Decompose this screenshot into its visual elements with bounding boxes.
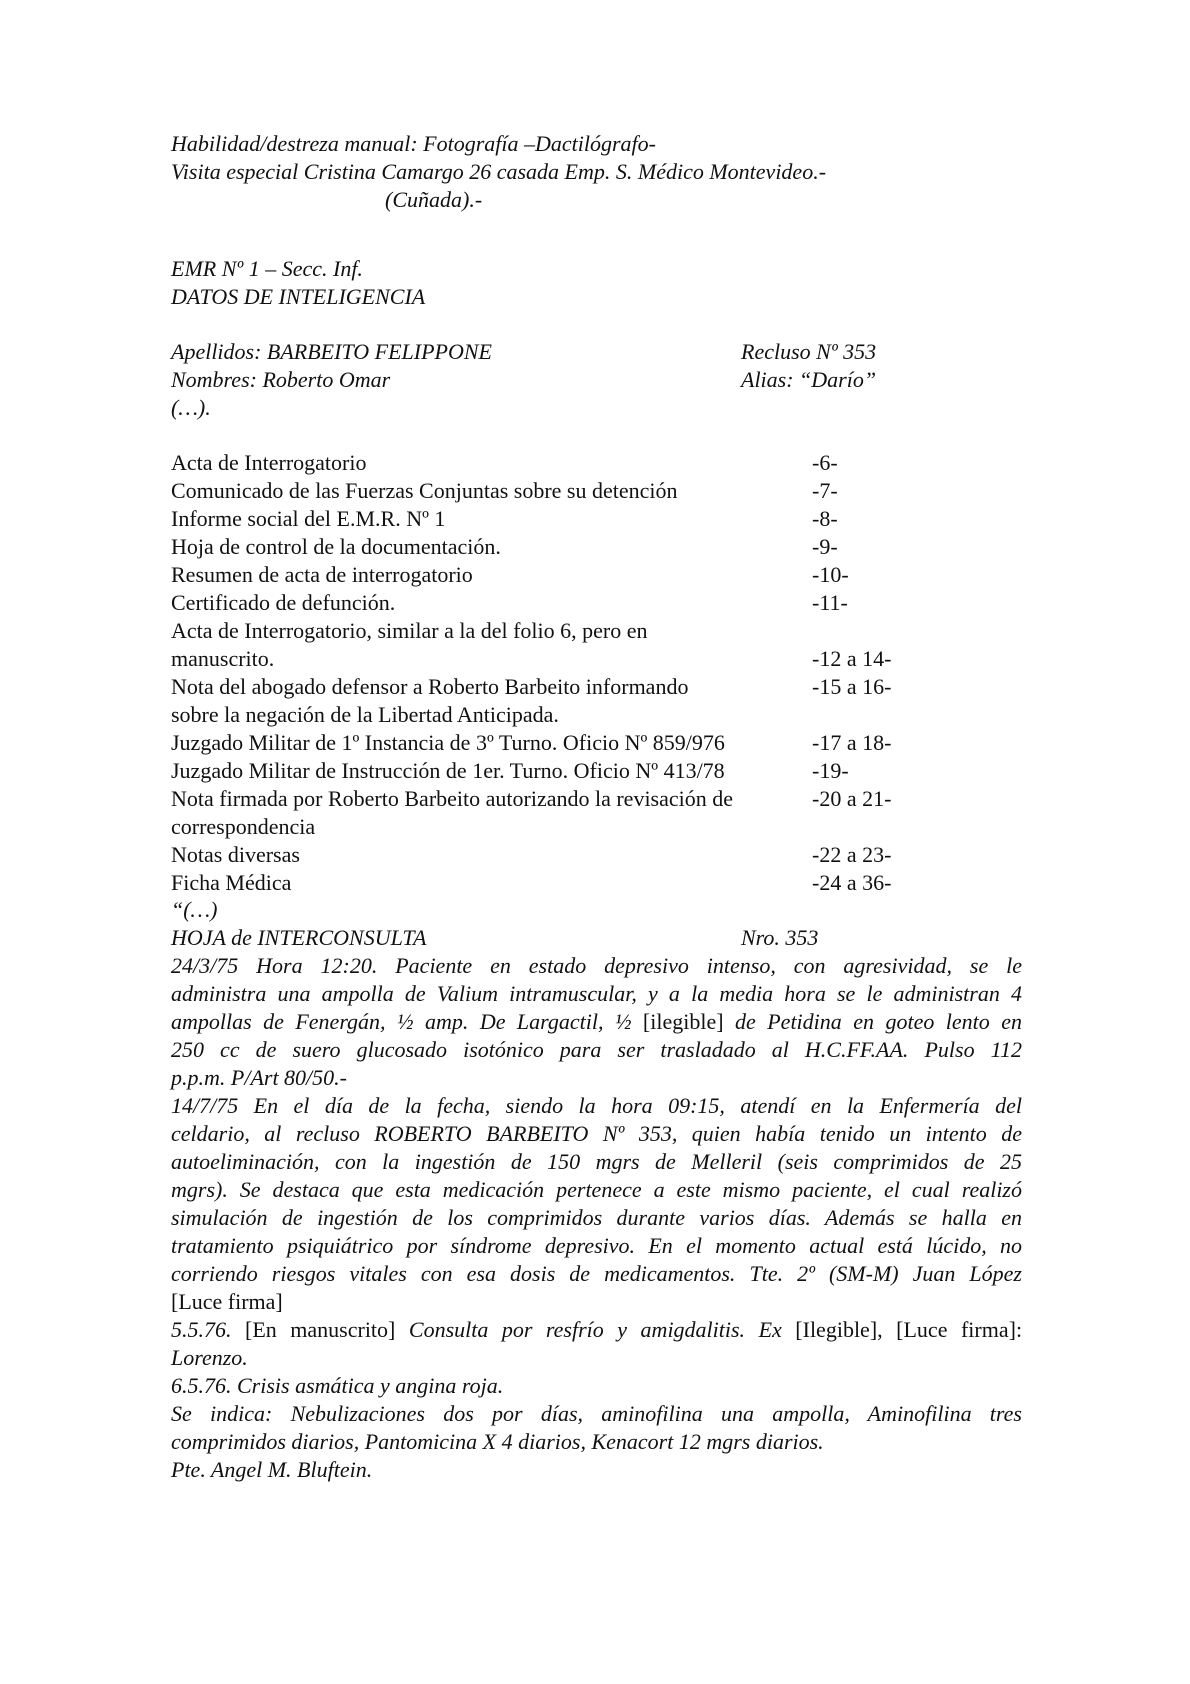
index-folio: -24 a 36- — [812, 870, 892, 895]
handwritten-note: [En manuscrito] — [245, 1317, 396, 1342]
entry-text: de Petidina en goteo lento en — [723, 1009, 1022, 1034]
entry-line: 14/7/75 En el día de la fecha, siendo la hora 09:15, atendí en la Enfermería del — [171, 1093, 1022, 1118]
index-item: Comunicado de las Fuerzas Conjuntas sobre su detención — [171, 478, 678, 503]
entry-1976-05-06: 6.5.76. Crisis asmática y angina roja. — [171, 1373, 504, 1398]
entry-line: tratamiento psiquiátrico por síndrome depresivo. En el momento actual está lúcido, no — [171, 1233, 1022, 1258]
ellipsis: (…). — [171, 395, 211, 420]
entry-line: Se indica: Nebulizaciones dos por días, aminofilina una ampolla, Aminofilina tres — [171, 1401, 1022, 1426]
entry-line: simulación de ingestión de los comprimidos durante varios días. Además se halla en — [171, 1205, 1022, 1230]
index-folio: -11- — [812, 590, 848, 615]
index-item-continued: manuscrito. — [171, 646, 275, 671]
index-folio: -20 a 21- — [812, 786, 892, 811]
index-item: Informe social del E.M.R. Nº 1 — [171, 506, 446, 531]
signature-note: [Luce firma] — [171, 1289, 283, 1314]
index-folio: -17 a 18- — [812, 730, 892, 755]
index-folio: -9- — [812, 534, 838, 559]
doctor-name: Lorenzo. — [171, 1345, 248, 1370]
entry-line: mgrs). Se destaca que esta medicación pertenece a este mismo paciente, el cual realizó — [171, 1177, 1022, 1202]
entry-date: 5.5.76. — [171, 1317, 232, 1342]
prisoner-number: Recluso Nº 353 — [741, 339, 877, 364]
surname-field: Apellidos: BARBEITO FELIPPONE — [171, 339, 492, 364]
entry-text: ampollas de Fenergán, ½ amp. De Largactil, ½ — [171, 1009, 643, 1034]
index-folio: -7- — [812, 478, 838, 503]
entry-line: 24/3/75 Hora 12:20. Paciente en estado depresivo intenso, con agresividad, se le — [171, 953, 1022, 978]
index-folio: -15 a 16- — [812, 674, 892, 699]
index-item: Nota del abogado defensor a Roberto Barbeito informando — [171, 674, 689, 699]
given-names-field: Nombres: Roberto Omar — [171, 367, 391, 392]
entry-line: administra una ampolla de Valium intramuscular, y a la media hora se le administran 4 — [171, 981, 1022, 1006]
index-item-continued: sobre la negación de la Libertad Anticipada. — [171, 702, 559, 727]
index-folio: -12 a 14- — [812, 646, 892, 671]
quote-open: “(…) — [171, 897, 218, 922]
entry-line — [171, 1008, 1022, 1036]
index-item: Hoja de control de la documentación. — [171, 534, 501, 559]
unit-line: EMR Nº 1 – Secc. Inf. — [171, 256, 363, 281]
entry-line: comprimidos diarios, Pantomicina X 4 diarios, Kenacort 12 mgrs diarios. — [171, 1429, 824, 1454]
section-heading: DATOS DE INTELIGENCIA — [171, 284, 426, 309]
index-folio: -8- — [812, 506, 838, 531]
index-item: Juzgado Militar de Instrucción de 1er. Turno. Oficio Nº 413/78 — [171, 758, 725, 783]
entry-line: 250 cc de suero glucosado isotónico para ser trasladado al H.C.FF.AA. Pulso 112 — [171, 1037, 1022, 1062]
index-item: Resumen de acta de interrogatorio — [171, 562, 473, 587]
index-item: Ficha Médica — [171, 870, 292, 895]
entry-text: Consulta por resfrío y amigdalitis. Ex — [408, 1317, 782, 1342]
illegible-note: [ilegible] — [642, 1009, 724, 1034]
index-item: Notas diversas — [171, 842, 300, 867]
index-item: Acta de Interrogatorio, similar a la del folio 6, pero en — [171, 618, 648, 643]
index-folio: -6- — [812, 450, 838, 475]
signature-note: [Luce firma]: — [896, 1317, 1023, 1342]
index-item: Certificado de defunción. — [171, 590, 396, 615]
skills-line: Habilidad/destreza manual: Fotografía –Dactilógrafo- — [171, 131, 656, 156]
entry-line: corriendo riesgos vitales con esa dosis de medicamentos. Tte. 2º (SM-M) Juan López — [171, 1261, 1022, 1286]
alias-field: Alias: “Darío” — [741, 367, 877, 392]
index-folio: -19- — [812, 758, 849, 783]
special-visit-line: Visita especial Cristina Camargo 26 casada Emp. S. Médico Montevideo.- — [171, 159, 827, 184]
index-folio: -10- — [812, 562, 849, 587]
entry-line: p.p.m. P/Art 80/50.- — [171, 1065, 347, 1090]
index-item-continued: correspondencia — [171, 814, 316, 839]
interconsulta-title: HOJA de INTERCONSULTA — [171, 925, 427, 950]
entry-line: autoeliminación, con la ingestión de 150 mgrs de Melleril (seis comprimidos de 25 — [171, 1149, 1022, 1174]
signature-line: Pte. Angel M. Bluftein. — [171, 1457, 373, 1482]
interconsulta-number: Nro. 353 — [741, 925, 819, 950]
entry-line — [171, 1316, 1022, 1344]
index-item: Acta de Interrogatorio — [171, 450, 367, 475]
index-item: Nota firmada por Roberto Barbeito autorizando la revisación de — [171, 786, 734, 811]
entry-line: celdario, al recluso ROBERTO BARBEITO Nº 353, quien había tenido un intento de — [171, 1121, 1022, 1146]
index-folio: -22 a 23- — [812, 842, 892, 867]
relation-line: (Cuñada).- — [385, 187, 483, 212]
illegible-note: [Ilegible], — [795, 1317, 883, 1342]
index-item: Juzgado Militar de 1º Instancia de 3º Turno. Oficio Nº 859/976 — [171, 730, 725, 755]
